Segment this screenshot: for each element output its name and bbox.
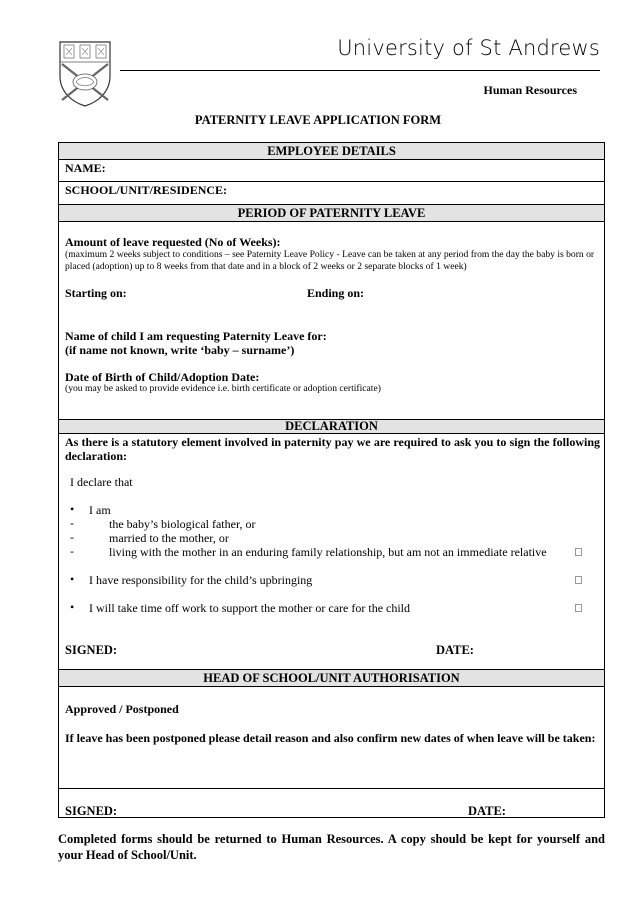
school-label: SCHOOL/UNIT/RESIDENCE: — [65, 183, 228, 197]
declaration-date-label: DATE: — [436, 643, 474, 657]
checkbox-relationship[interactable] — [575, 548, 582, 556]
child-name-label: Name of child I am requesting Paternity Leave for: — [65, 329, 327, 343]
amount-note: (maximum 2 weeks subject to conditions – see Paternity Leave Policy - Leave can be taken at any period from the day the baby is born or placed (adoption) up to 8 weeks from that date and in a block of 2 weeks or 2 separate blocks of 1 week) — [65, 249, 595, 272]
starting-label: Starting on: — [65, 286, 127, 300]
name-label: NAME: — [65, 161, 106, 175]
declaration-heading: DECLARATION — [59, 420, 604, 434]
declaration-signed-label: SIGNED: — [65, 643, 118, 657]
bullet-icon: • — [70, 572, 75, 586]
declaration-option-married: married to the mother, or — [109, 531, 229, 545]
header-rule — [120, 70, 600, 71]
university-name: University of St Andrews — [337, 36, 600, 60]
ending-label: Ending on: — [307, 286, 365, 300]
authorisation-signed-label: SIGNED: — [65, 804, 118, 818]
i-declare-text: I declare that — [70, 475, 133, 489]
dash-icon: - — [70, 544, 74, 558]
checkbox-time-off[interactable] — [575, 604, 582, 612]
divider — [59, 788, 604, 789]
bullet-icon: • — [70, 600, 75, 614]
form-title: PATERNITY LEAVE APPLICATION FORM — [194, 113, 442, 127]
declaration-responsibility: I have responsibility for the child’s upbringing — [89, 573, 313, 587]
declaration-i-am: I am — [89, 503, 111, 517]
department-name: Human Resources — [483, 83, 577, 97]
postponed-note: If leave has been postponed please detail reason and also confirm new dates of when leave will be taken: — [65, 731, 596, 745]
footer-note: Completed forms should be returned to Human Resources. A copy should be kept for yourself and your Head of School/Unit. — [58, 832, 605, 862]
child-name-hint: (if name not known, write ‘baby – surname’) — [65, 343, 295, 357]
university-crest-logo — [58, 40, 112, 108]
dash-icon: - — [70, 530, 74, 544]
divider — [59, 181, 604, 182]
declaration-option-father: the baby’s biological father, or — [109, 517, 256, 531]
dob-label: Date of Birth of Child/Adoption Date: — [65, 370, 260, 384]
checkbox-responsibility[interactable] — [575, 576, 582, 584]
amount-label: Amount of leave requested (No of Weeks): — [65, 235, 281, 249]
employee-details-heading: EMPLOYEE DETAILS — [59, 143, 604, 160]
declaration-time-off: I will take time off work to support the mother or care for the child — [89, 601, 411, 615]
approved-postponed: Approved / Postponed — [65, 702, 179, 716]
authorisation-date-label: DATE: — [468, 804, 506, 818]
declaration-option-living: living with the mother in an enduring family relationship, but am not an immediate relative — [109, 545, 547, 559]
declaration-intro: As there is a statutory element involved in paternity pay we are required to ask you to sign the following declaration: — [65, 435, 600, 463]
bullet-icon: • — [70, 502, 75, 516]
form-box — [58, 142, 605, 818]
authorisation-heading: HEAD OF SCHOOL/UNIT AUTHORISATION — [59, 670, 604, 687]
period-heading: PERIOD OF PATERNITY LEAVE — [59, 205, 604, 222]
dob-note: (you may be asked to provide evidence i.e. birth certificate or adoption certificate) — [65, 383, 381, 394]
dash-icon: - — [70, 516, 74, 530]
